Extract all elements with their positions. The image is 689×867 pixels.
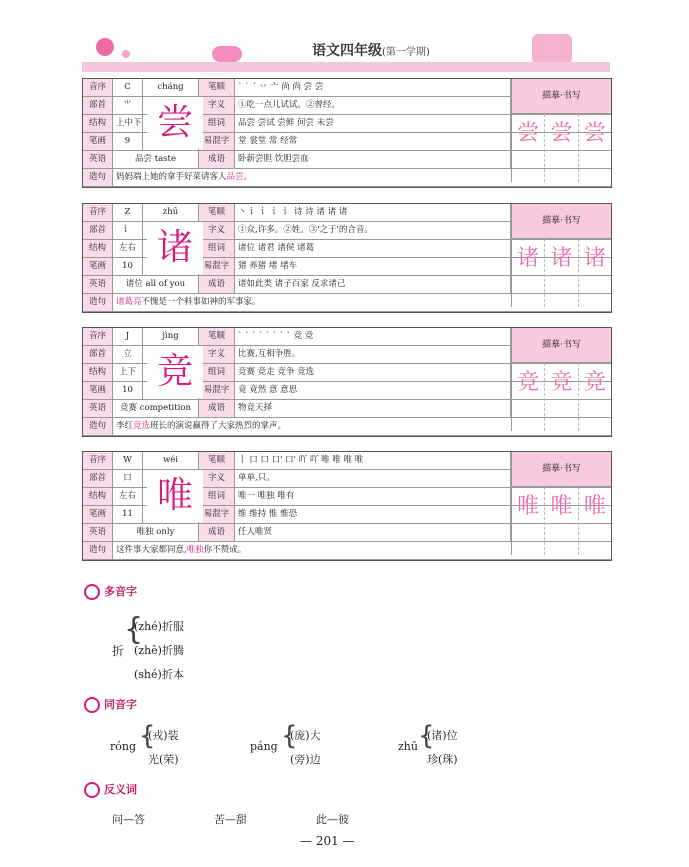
row-pinyin: zhū [143,204,199,221]
row-label: 造句 [83,542,113,559]
magnifier-icon [84,697,100,713]
row-label-2: 组词 [199,364,235,381]
row-content: 唯一 唯独 唯有 [235,488,511,505]
duoyin-item-2: (zhē)折腾 [134,644,184,657]
cloud-decoration [212,46,242,62]
trace-char[interactable]: 诸 [512,239,545,307]
sentence-value: 李红竞选班长的演说赢得了大家热烈的掌声。 [116,421,287,431]
row-label-2: 组词 [199,488,235,505]
row-pinyin: cháng [143,79,199,96]
duoyin-item-3: (shé)折本 [134,668,184,681]
row-content: 诸位 诸君 诸侯 诸葛 [235,240,511,257]
character-card [82,451,612,561]
row-pinyin: jìng [143,328,199,345]
highlight-word: 诸葛亮 [116,297,142,307]
row-label: 结构 [83,488,113,505]
tongyin-py-3: zhū [398,740,418,753]
tongyin-a-1: (戎)装 [148,729,179,742]
row-value: 口 [113,470,143,487]
row-value: 上下 [113,364,143,381]
row-content: ˋ ˋ ˋ ˋ ˋ ˋ ˋ ˋ 竞 竞 [235,328,511,345]
big-character: 唯 [147,470,203,522]
row-content: 丨 口 口 口' 口' 吖 吖 唯 唯 唯 唯 [235,452,511,469]
row-label-2: 易混字 [199,133,235,150]
row-label: 音序 [83,204,113,221]
row-label: 造句 [83,418,113,435]
row-label-2: 笔顺 [199,79,235,96]
row-label-2: 成语 [199,276,235,293]
trace-char[interactable]: 尝 [583,121,606,146]
brace-icon: { [418,721,435,751]
row-pinyin: wéi [143,452,199,469]
row-label-2: 组词 [199,240,235,257]
trace-char[interactable]: 竞 [512,363,545,431]
row-content: 单单,只。 [235,470,511,487]
row-label: 英语 [83,276,113,293]
row-label: 造句 [83,169,113,186]
row-label-2: 笔顺 [199,328,235,345]
row-value: J [113,328,143,345]
writing-grid [511,452,611,555]
row-label: 英语 [83,151,113,168]
trace-char[interactable]: 尝 [545,114,578,182]
row-label: 部首 [83,222,113,239]
row-value: ⺌ [113,97,143,114]
heart-decoration [96,38,114,56]
row-value: 11 [113,506,143,523]
highlight-word: 唯独 [186,545,204,555]
idiom-value: 任人唯贤 [235,524,511,541]
trace-char[interactable]: 诸 [545,239,578,307]
trace-char[interactable]: 诸 [583,246,606,271]
english-value: 唯独 only [113,524,199,541]
character-card [82,203,612,313]
row-label-2: 组词 [199,115,235,132]
row-label-2: 字义 [199,470,235,487]
writing-grid [511,328,611,431]
tongyin-b-3: 珍(珠) [427,753,458,766]
dot-decoration [122,50,130,58]
big-character: 竞 [147,346,203,398]
duoyin-char: 折 [112,644,125,658]
section-tongyin: 同音字 [84,696,137,713]
row-content: 猪 养猪 堵 堵车 [235,258,511,275]
grid-title: 描摹·书写 [511,452,611,487]
section-fanyi: 反义词 [84,781,137,798]
house-decoration [532,34,572,64]
brace-icon: { [139,721,156,751]
grid-title: 描摹·书写 [511,79,611,114]
english-value: 品尝 taste [113,151,199,168]
row-label-2: 成语 [199,400,235,417]
row-label: 部首 [83,470,113,487]
row-value: 10 [113,258,143,275]
sentence-value: 这件事大家都同意,唯独你不赞成。 [116,545,247,555]
character-card [82,327,612,437]
tongyin-py-2: páng [250,740,278,753]
magnifier-icon [84,584,100,600]
trace-char[interactable]: 唯 [512,487,545,555]
brace-icon: { [281,721,298,751]
idiom-value: 卧薪尝胆 饮胆尝血 [235,151,511,168]
row-label-2: 易混字 [199,506,235,523]
row-content: 堂 裳堂 常 经常 [235,133,511,150]
row-label-2: 易混字 [199,258,235,275]
row-value: 9 [113,133,143,150]
row-value: 立 [113,346,143,363]
trace-char[interactable]: 竞 [583,370,606,395]
tongyin-b-1: 光(荣) [148,753,179,766]
row-label-2: 成语 [199,151,235,168]
fanyi-item-1: 问—答 [112,813,145,826]
idiom-value: 诸如此类 诸子百家 反求诸己 [235,276,511,293]
fanyi-item-3: 此—彼 [316,813,349,826]
row-label-2: 字义 [199,346,235,363]
sentence-value: 妈妈端上她的拿手好菜请客人品尝。 [116,172,253,182]
page-number: — 201 — [300,834,355,848]
row-label: 音序 [83,452,113,469]
row-content: 竞赛 竞走 竞争 竞选 [235,364,511,381]
row-label: 结构 [83,115,113,132]
english-value: 竞赛 competition [113,400,199,417]
row-content: ˋ ˋ ˊ 丷 亠 尚 尚 尝 尝 [235,79,511,96]
row-label-2: 易混字 [199,382,235,399]
trace-char[interactable]: 唯 [583,494,606,519]
writing-grid [511,79,611,182]
row-label: 笔画 [83,506,113,523]
row-label: 笔画 [83,382,113,399]
row-content: ①吃一点儿试试。②曾经。 [235,97,511,114]
row-content: 品尝 尝试 尝鲜 何尝 未尝 [235,115,511,132]
grid-title: 描摹·书写 [511,328,611,363]
row-content: 比赛,互相争胜。 [235,346,511,363]
row-label: 部首 [83,346,113,363]
row-label: 英语 [83,524,113,541]
writing-grid [511,204,611,307]
idiom-value: 物竞天择 [235,400,511,417]
section-duoyin: 多音字 [84,583,137,600]
english-value: 诸位 all of you [113,276,199,293]
tongyin-b-2: (旁)边 [290,753,321,766]
big-character: 尝 [147,97,203,149]
row-label: 笔画 [83,258,113,275]
row-value: Z [113,204,143,221]
trace-char[interactable]: 竞 [545,363,578,431]
character-card [82,78,612,188]
header-band [82,62,610,72]
page-header [82,30,610,74]
fanyi-item-2: 苦—甜 [214,813,247,826]
brace-icon: { [124,612,144,647]
duoyin-item-1: (zhé)折服 [134,620,184,633]
trace-char[interactable]: 唯 [545,487,578,555]
highlight-word: 品尝 [226,172,244,182]
row-label-2: 成语 [199,524,235,541]
highlight-word: 竞选 [133,421,151,431]
row-label: 结构 [83,364,113,381]
page-title: 语文四年级(第一学期) [312,43,430,59]
row-label: 英语 [83,400,113,417]
row-label: 音序 [83,328,113,345]
trace-char[interactable]: 尝 [512,114,545,182]
tongyin-a-2: (庞)大 [290,729,321,742]
row-label-2: 笔顺 [199,452,235,469]
row-value: 左右 [113,240,143,257]
row-content: 丶 讠 讠 讠 讠 诗 诗 诸 诸 诸 [235,204,511,221]
row-value: 左右 [113,488,143,505]
row-label: 部首 [83,97,113,114]
row-label: 笔画 [83,133,113,150]
big-character: 诸 [147,222,203,274]
row-label-2: 字义 [199,97,235,114]
row-label-2: 笔顺 [199,204,235,221]
row-content: 维 维持 惟 惟恐 [235,506,511,523]
row-label: 音序 [83,79,113,96]
row-label-2: 字义 [199,222,235,239]
row-content: 竟 竟然 意 意思 [235,382,511,399]
tongyin-a-3: (诸)位 [427,729,458,742]
row-label: 结构 [83,240,113,257]
sentence-value: 诸葛亮不愧是一个料事如神的军事家。 [116,297,261,307]
row-value: 10 [113,382,143,399]
row-value: 讠 [113,222,143,239]
grid-title: 描摹·书写 [511,204,611,239]
row-value: 上中下 [113,115,143,132]
row-label: 造句 [83,294,113,311]
row-value: C [113,79,143,96]
tongyin-py-1: róng [110,740,137,753]
row-content: ①众,许多。②姓。③'之于'的合音。 [235,222,511,239]
row-value: W [113,452,143,469]
magnifier-icon [84,782,100,798]
